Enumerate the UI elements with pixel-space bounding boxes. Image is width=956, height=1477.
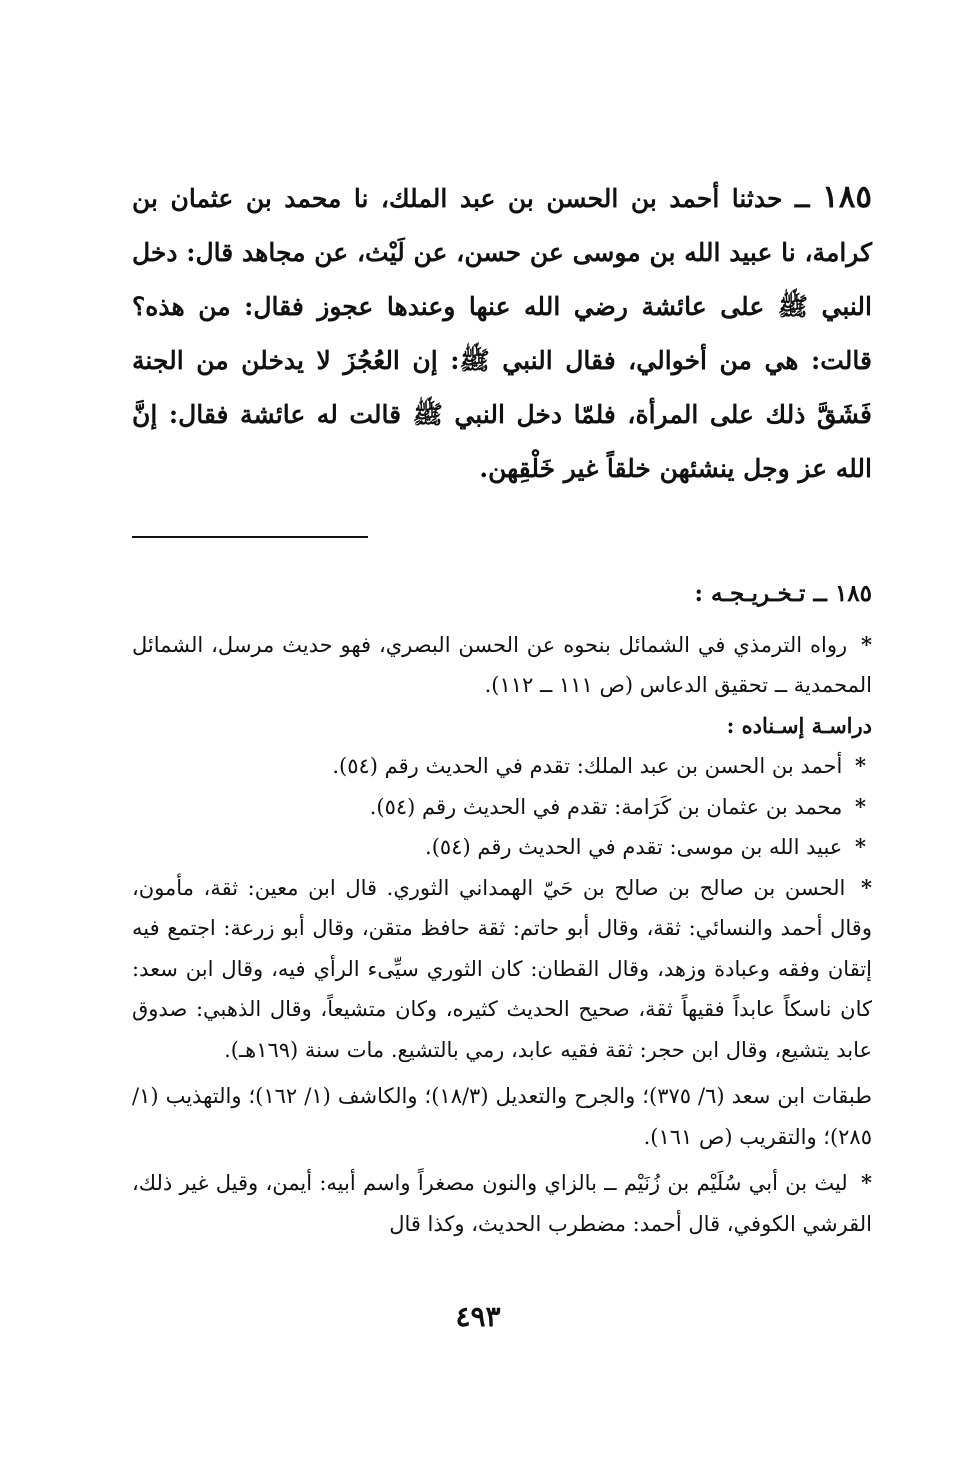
footnotes (132, 574, 872, 1244)
narrator-entry-1 (132, 746, 872, 787)
bullet-icon: * (861, 874, 872, 900)
narrator-entry-4 (132, 868, 872, 1071)
sources-paragraph: طبقات ابن سعد (٦/ ٣٧٥)؛ والجرح والتعديل (١٨/٣)؛ والكاشف (١/ ١٦٢)؛ والتهذيب (١/ ٢٨٥)؛ والتقريب (ص ١٦١). (132, 1084, 872, 1149)
hadith-body: ــ حدثنا أحمد بن الحسن بن عبد الملك، نا محمد بن عثمان بن كرامة، نا عبيد الله بن موسى عن حسن، عن لَيْث، عن مجاهد قال: دخل النبي ﷺ على عائشة رضي الله عنها وعندها عجوز فقال: من هذه؟ قالت: هي من أخوالي، فقال النبي ﷺ: إن العُجُزَ لا يدخلن من الجنة فَشَقَّ ذلك على المرأة، فلمّا دخل النبي ﷺ قالت له عائشة فقال: إنَّ الله عز وجل ينشئهن خلقاً غير خَلْقِهن. (132, 184, 872, 483)
bullet-icon: * (861, 1170, 872, 1195)
narrator-text: عبيد الله بن موسى: تقدم في الحديث رقم (٥٤). (425, 835, 843, 859)
narrator-entry-3 (132, 827, 872, 868)
bullet-icon: * (861, 631, 872, 657)
narrator-text: ليث بن أبي سُلَيْم بن زُنَيْم ــ بالزاي والنون مصغراً واسم أبيه: أيمن، وقيل غير ذلك، القرشي الكوفي، قال أحمد: مضطرب الحديث، وكذا قال (132, 1171, 872, 1236)
page-number: ٤٩٣ (455, 1300, 501, 1333)
takhrij-heading: ١٨٥ ــ تـخـريـجـه : (694, 580, 872, 607)
hadith-text (132, 170, 872, 496)
footnote-separator (132, 536, 368, 538)
takhrij-paragraph (132, 625, 872, 706)
takhrij-text: رواه الترمذي في الشمائل بنحوه عن الحسن البصري، فهو حديث مرسل، الشمائل المحمدية ــ تحقيق الدعاس (ص ١١١ ــ ١١٢). (132, 632, 872, 697)
bullet-icon: * (855, 753, 866, 778)
isnad-heading: دراسـة إسـناده : (726, 712, 872, 738)
narrator-entry-2 (132, 787, 872, 828)
bullet-icon: * (855, 834, 866, 859)
narrator-text: أحمد بن الحسن بن عبد الملك: تقدم في الحديث رقم (٥٤). (332, 754, 843, 778)
hadith-number: ١٨٥ (822, 179, 872, 215)
bullet-icon: * (855, 793, 866, 819)
narrator-entry-5 (132, 1163, 872, 1244)
narrator-text: محمد بن عثمان بن كَرَامة: تقدم في الحديث رقم (٥٤). (369, 794, 843, 819)
narrator-text: الحسن بن صالح بن صالح بن حَيّ الهمداني الثوري. قال ابن معين: ثقة، مأمون، وقال أحمد والنسائي: ثقة، وقال أبو حاتم: ثقة حافظ متقن، وقال أبو زرعة: اجتمع فيه إتقان وفقه وعبادة وزهد، وقال القطان: كان الثوري سيِّىء الرأي فيه، وقال ابن سعد: كان ناسكاً عابداً فقيهاً ثقة، صحيح الحديث كثيره، وكان متشيعاً، وقال الذهبي: صدوق عابد يتشيع، وقال ابن حجر: ثقة فقيه عابد، رمي بالتشيع. مات سنة (١٦٩هـ). (132, 875, 872, 1062)
